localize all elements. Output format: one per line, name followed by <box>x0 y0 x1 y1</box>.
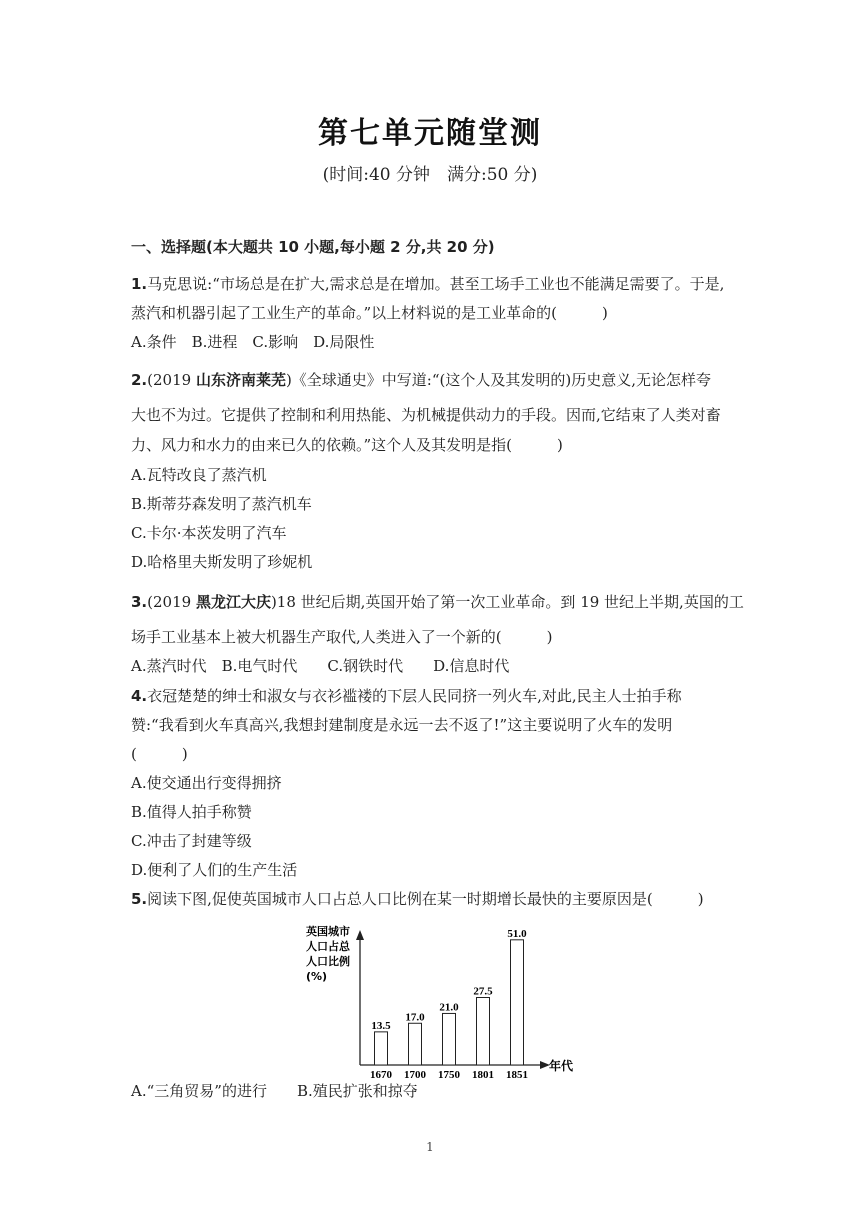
q2-number: 2. <box>131 371 148 389</box>
bar-value-label: 21.0 <box>439 1001 459 1014</box>
y-axis-label <box>306 924 351 983</box>
bar <box>443 1013 456 1065</box>
y-axis-label-line: 人口比例 <box>306 955 350 968</box>
bar <box>477 998 490 1066</box>
q2-option-b: B.斯蒂芬森发明了蒸汽机车 <box>131 495 312 513</box>
q4-line2: 赞:“我看到火车真高兴,我想封建制度是永远一去不返了!”这主要说明了火车的发明 <box>131 716 673 734</box>
q1-options: A.条件 B.进程 C.影响 D.局限性 <box>131 333 375 351</box>
q3-line1 <box>131 592 744 612</box>
bar-value-label: 51.0 <box>507 927 527 940</box>
x-tick-label: 1801 <box>472 1069 494 1081</box>
q1-line2: 蒸汽和机器引起了工业生产的革命。”以上材料说的是工业革命的( ) <box>131 304 608 322</box>
bar <box>511 940 524 1065</box>
q1-line1 <box>131 274 724 294</box>
x-axis-label: 年代 <box>549 1059 574 1073</box>
q2-source: 山东济南莱芜 <box>195 371 286 389</box>
q3-options: A.蒸汽时代 B.电气时代 C.钢铁时代 D.信息时代 <box>131 657 510 675</box>
q4-line1 <box>131 686 682 706</box>
q1-text1: 马克思说:“市场总是在扩大,需求总是在增加。甚至工场手工业也不能满足需要了。于是, <box>147 275 725 293</box>
q2-line2: 大也不为过。它提供了控制和利用热能、为机械提供动力的手段。因而,它结束了人类对畜 <box>131 406 721 424</box>
y-axis-label-line: (%) <box>306 970 328 983</box>
q4-option-a: A.使交通出行变得拥挤 <box>131 774 282 792</box>
q1-number: 1. <box>131 275 148 293</box>
bar-value-label: 27.5 <box>473 985 493 998</box>
q4-line3: ( ) <box>131 745 188 763</box>
q2-line1 <box>131 370 711 390</box>
q2-line3: 力、风力和水力的由来已久的依赖。”这个人及其发明是指( ) <box>131 436 563 454</box>
q3-src-pre: (2019 <box>147 593 196 611</box>
y-axis-arrow <box>356 930 364 940</box>
q5-text1: 阅读下图,促使英国城市人口占总人口比例在某一时期增长最快的主要原因是( ) <box>147 890 704 908</box>
y-axis-label-line: 人口占总 <box>306 940 350 953</box>
q5-number: 5. <box>131 890 148 908</box>
q4-option-b: B.值得人拍手称赞 <box>131 803 252 821</box>
q2-text1: )《全球通史》中写道:“(这个人及其发明的)历史意义,无论怎样夸 <box>285 371 712 389</box>
bar-value-label: 13.5 <box>371 1019 391 1032</box>
q3-number: 3. <box>131 593 148 611</box>
bar <box>375 1032 388 1065</box>
q2-option-c: C.卡尔·本茨发明了汽车 <box>131 524 287 542</box>
q4-option-c: C.冲击了封建等级 <box>131 832 252 850</box>
q4-text1: 衣冠楚楚的绅士和淑女与衣衫褴褛的下层人民同挤一列火车,对此,民主人士拍手称 <box>147 687 682 705</box>
q2-src-pre: (2019 <box>147 371 196 389</box>
x-tick-label: 1750 <box>438 1069 460 1081</box>
q3-line2: 场手工业基本上被大机器生产取代,人类进入了一个新的( ) <box>131 628 553 646</box>
x-tick-label: 1700 <box>404 1069 426 1081</box>
q2-option-d: D.哈格里夫斯发明了珍妮机 <box>131 553 313 571</box>
y-axis-label-line: 英国城市 <box>306 925 350 938</box>
section-heading: 一、选择题(本大题共 10 小题,每小题 2 分,共 20 分) <box>131 238 495 256</box>
q3-source: 黑龙江大庆 <box>195 593 271 611</box>
q4-number: 4. <box>131 687 148 705</box>
q2-option-a: A.瓦特改良了蒸汽机 <box>131 466 267 484</box>
page-number: 1 <box>426 1140 434 1154</box>
bar <box>409 1023 422 1065</box>
q3-text1: )18 世纪后期,英国开始了第一次工业革命。到 19 世纪上半期,英国的工 <box>270 593 744 611</box>
page-subtitle: (时间:40 分钟 满分:50 分) <box>322 165 538 185</box>
bar-value-label: 17.0 <box>405 1011 425 1024</box>
q4-option-d: D.便利了人们的生产生活 <box>131 861 298 879</box>
x-tick-label: 1851 <box>506 1069 528 1081</box>
q5-line1 <box>131 889 704 909</box>
x-tick-label: 1670 <box>370 1069 392 1081</box>
urban-population-bar-chart <box>300 918 574 1081</box>
page-title: 第七单元随堂测 <box>318 116 542 151</box>
q5-options: A.“三角贸易”的进行 B.殖民扩张和掠夺 <box>131 1082 418 1100</box>
